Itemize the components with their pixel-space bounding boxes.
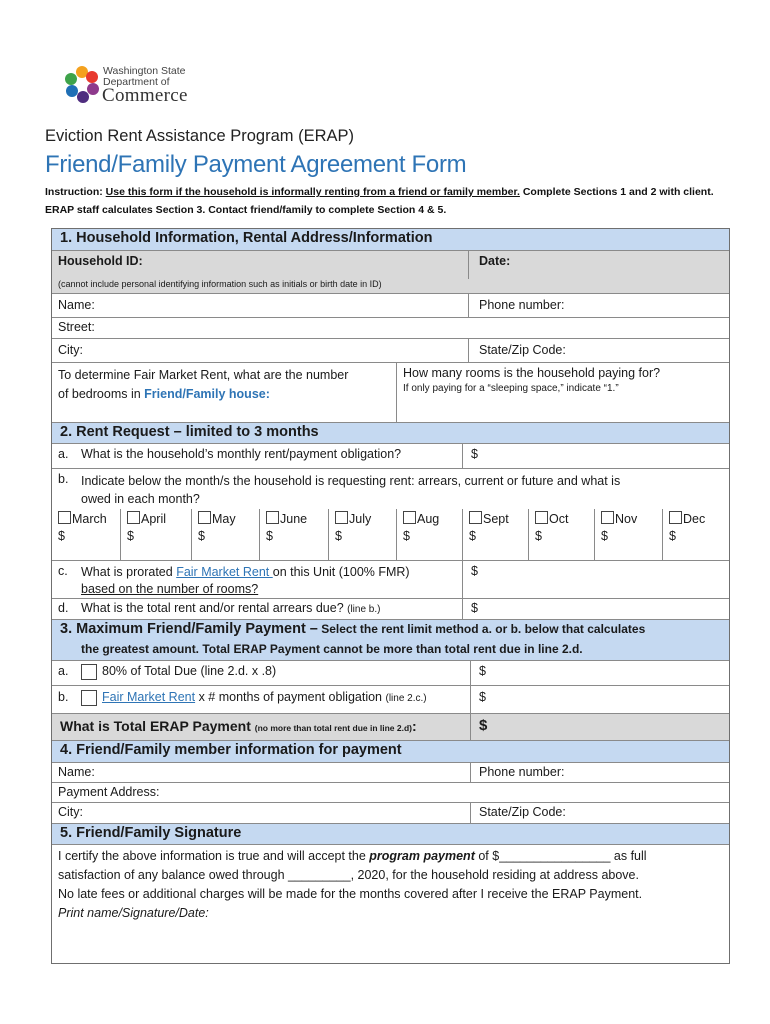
logo-text-line1: Washington State bbox=[103, 65, 186, 77]
payee-state-zip-label: State/Zip Code: bbox=[479, 805, 566, 819]
bedrooms-question-line1: To determine Fair Market Rent, what are the number bbox=[58, 368, 349, 382]
section4-title: 4. Friend/Family member information for payment bbox=[60, 742, 402, 758]
total-erap-label-cell bbox=[52, 714, 470, 740]
cert-line2: satisfaction of any balance owed through _________, 2020, for the household residing at address above. bbox=[58, 868, 639, 882]
month-sept[interactable] bbox=[462, 509, 528, 560]
rent-obligation-text: What is the household’s monthly rent/payment obligation? bbox=[81, 447, 402, 461]
checkbox-icon[interactable] bbox=[266, 511, 279, 524]
cert-line1: I certify the above information is true and will accept the bbox=[58, 849, 370, 863]
payee-state-zip-field[interactable] bbox=[470, 803, 729, 823]
month-label: Oct bbox=[549, 512, 569, 526]
line-b-letter: b. bbox=[58, 472, 69, 486]
month-label: Dec bbox=[683, 512, 706, 526]
month-label: March bbox=[72, 512, 107, 526]
option-a-letter: a. bbox=[58, 664, 69, 678]
month-march[interactable] bbox=[52, 509, 120, 560]
section5-header bbox=[52, 824, 729, 845]
payee-name-row bbox=[52, 763, 729, 783]
month-amount: $ bbox=[535, 529, 542, 543]
payee-address-field[interactable] bbox=[52, 783, 729, 802]
street-row bbox=[52, 318, 729, 339]
rooms-row bbox=[52, 363, 729, 423]
prorated-fmr-text bbox=[81, 564, 410, 598]
total-erap-row bbox=[52, 714, 729, 741]
checkbox-icon[interactable] bbox=[601, 511, 614, 524]
month-amount: $ bbox=[266, 529, 273, 543]
months-grid bbox=[52, 509, 729, 560]
form-table bbox=[51, 228, 730, 964]
household-id-note: (cannot include personal identifying information such as initials or birth date in ID) bbox=[58, 279, 382, 289]
rooms-question: How many rooms is the household paying for? bbox=[403, 366, 661, 380]
line-a-letter: a. bbox=[58, 447, 69, 461]
rent-obligation-amount[interactable] bbox=[462, 444, 729, 468]
street-label: Street: bbox=[58, 320, 95, 334]
program-name: Eviction Rent Assistance Program (ERAP) bbox=[45, 127, 355, 145]
checkbox-icon[interactable] bbox=[403, 511, 416, 524]
option-b-letter: b. bbox=[58, 690, 69, 704]
eighty-percent-row bbox=[52, 661, 729, 686]
total-erap-label: What is Total ERAP Payment bbox=[60, 718, 255, 734]
logo-text-line2: Department of bbox=[103, 76, 170, 88]
city-field[interactable] bbox=[52, 339, 468, 362]
prorated-fmr-question bbox=[52, 561, 462, 599]
month-label: April bbox=[141, 512, 167, 526]
checkbox-icon[interactable] bbox=[127, 511, 140, 524]
checkbox-icon[interactable] bbox=[469, 511, 482, 524]
payee-name-label: Name: bbox=[58, 765, 95, 779]
option-b-checkbox[interactable] bbox=[81, 690, 97, 706]
checkbox-icon[interactable] bbox=[335, 511, 348, 524]
logo-flower-icon bbox=[63, 63, 101, 105]
month-april[interactable] bbox=[120, 509, 191, 560]
fmr-months-amount[interactable] bbox=[470, 686, 729, 713]
month-label: Nov bbox=[615, 512, 638, 526]
month-amount: $ bbox=[198, 529, 205, 543]
commerce-logo bbox=[63, 63, 203, 107]
name-row bbox=[52, 294, 729, 318]
total-erap-amount[interactable] bbox=[470, 714, 729, 740]
street-field[interactable] bbox=[52, 318, 729, 338]
fair-market-rent-link[interactable]: Fair Market Rent bbox=[176, 565, 273, 579]
payee-city-field[interactable] bbox=[52, 803, 470, 823]
section1-title: 1. Household Information, Rental Address/Information bbox=[60, 230, 433, 246]
payee-address-label: Payment Address: bbox=[58, 785, 160, 799]
rent-obligation-question bbox=[52, 444, 462, 468]
month-dec[interactable] bbox=[662, 509, 729, 560]
month-amount: $ bbox=[669, 529, 676, 543]
section2-title: 2. Rent Request – limited to 3 months bbox=[60, 424, 319, 440]
state-zip-label: State/Zip Code: bbox=[479, 343, 566, 357]
phone-label: Phone number: bbox=[479, 298, 565, 312]
section4-header bbox=[52, 741, 729, 763]
instruction-rest: Complete Sections 1 and 2 with client. ERAP staff calculates Section 3. Contact friend/family to complete Section 4 & 5. bbox=[45, 186, 714, 216]
checkbox-icon[interactable] bbox=[81, 664, 97, 680]
month-label: May bbox=[212, 512, 236, 526]
line-d-letter: d. bbox=[58, 601, 69, 615]
months-question bbox=[81, 472, 620, 508]
signature-row bbox=[52, 845, 729, 963]
month-amount: $ bbox=[127, 529, 134, 543]
section5-title: 5. Friend/Family Signature bbox=[60, 825, 242, 841]
rooms-note: If only paying for a “sleeping space,” indicate “1.” bbox=[403, 383, 619, 394]
certification-text bbox=[58, 847, 723, 923]
dollar-sign: $ bbox=[479, 717, 488, 734]
month-label: July bbox=[349, 512, 372, 526]
section3-title-rest: Select the rent limit method a. or b. below that calculates bbox=[317, 622, 646, 636]
month-may[interactable] bbox=[191, 509, 259, 560]
option-a-text: 80% of Total Due (line 2.d. x .8) bbox=[102, 664, 277, 678]
section3-title-line2: the greatest amount. Total ERAP Payment cannot be more than total rent due in line 2.d. bbox=[81, 642, 583, 656]
line-c-letter: c. bbox=[58, 564, 68, 578]
month-amount: $ bbox=[469, 529, 476, 543]
program-payment-text: program payment bbox=[369, 849, 475, 863]
payee-phone-field[interactable] bbox=[470, 763, 729, 782]
cert-line1-post: of $________________ as full bbox=[474, 849, 647, 863]
checkbox-icon[interactable] bbox=[535, 511, 548, 524]
month-nov[interactable] bbox=[594, 509, 662, 560]
prorated-fmr-row bbox=[52, 561, 729, 620]
total-rent-note: (line b.) bbox=[347, 604, 381, 615]
months-question-line2: owed in each month? bbox=[81, 492, 200, 506]
city-row bbox=[52, 339, 729, 363]
phone-field[interactable] bbox=[468, 294, 729, 317]
months-question-line1: Indicate below the month/s the household is requesting rent: arrears, current or future and what is bbox=[81, 474, 621, 488]
month-june[interactable] bbox=[259, 509, 328, 560]
bedrooms-question-line2 bbox=[58, 385, 390, 404]
month-label: June bbox=[280, 512, 308, 526]
total-rent-amount[interactable] bbox=[462, 599, 729, 619]
total-erap-note: (no more than total rent due in line 2.d) bbox=[254, 723, 413, 733]
form-title: Friend/Family Payment Agreement Form bbox=[45, 151, 467, 178]
checkbox-icon[interactable] bbox=[81, 690, 97, 706]
state-zip-field[interactable] bbox=[468, 339, 729, 362]
household-id-field[interactable] bbox=[52, 251, 468, 293]
household-id-row bbox=[52, 251, 729, 294]
date-field[interactable] bbox=[468, 251, 729, 279]
rent-obligation-row bbox=[52, 444, 729, 469]
name-label: Name: bbox=[58, 298, 95, 312]
dollar-sign: $ bbox=[479, 664, 486, 678]
checkbox-icon[interactable] bbox=[198, 511, 211, 524]
payee-name-field[interactable] bbox=[52, 763, 470, 782]
friend-family-house-link: Friend/Family house: bbox=[144, 387, 270, 401]
month-label: Sept bbox=[483, 512, 509, 526]
city-label: City: bbox=[58, 343, 83, 357]
option-b-text bbox=[102, 690, 427, 704]
month-oct[interactable] bbox=[528, 509, 594, 560]
section2-header bbox=[52, 423, 729, 444]
option-b-label: x # months of payment obligation bbox=[195, 690, 386, 704]
total-rent-text bbox=[81, 601, 380, 615]
cert-line3: No late fees or additional charges will be made for the months covered after I receive the ERAP Payment. bbox=[58, 887, 643, 901]
prorated-text: What is prorated bbox=[81, 565, 177, 579]
total-rent-question bbox=[52, 599, 462, 619]
payee-city-row bbox=[52, 803, 729, 824]
eighty-percent-amount[interactable] bbox=[470, 661, 729, 685]
total-rent-label: What is the total rent and/or rental arrears due? bbox=[81, 601, 348, 615]
month-amount: $ bbox=[403, 529, 410, 543]
section3-title: 3. Maximum Friend/Family Payment – bbox=[60, 621, 318, 637]
fair-market-rent-link[interactable]: Fair Market Rent bbox=[102, 690, 196, 704]
total-erap-colon: : bbox=[412, 718, 417, 734]
month-aug[interactable] bbox=[396, 509, 462, 560]
month-july[interactable] bbox=[328, 509, 396, 560]
dollar-sign: $ bbox=[479, 690, 486, 704]
option-b-note: (line 2.c.) bbox=[385, 693, 427, 704]
months-row bbox=[52, 469, 729, 561]
instructions bbox=[45, 183, 735, 219]
checkbox-icon[interactable] bbox=[669, 511, 682, 524]
payee-address-row bbox=[52, 783, 729, 803]
prorated-text-post: on this Unit (100% FMR) bbox=[272, 565, 410, 579]
fmr-months-option bbox=[52, 686, 470, 713]
bedrooms-question-text: of bedrooms in bbox=[58, 387, 145, 401]
dollar-sign: $ bbox=[471, 601, 478, 615]
month-label: Aug bbox=[417, 512, 440, 526]
prorated-text-line2: based on the number of rooms? bbox=[81, 582, 259, 596]
section1-header bbox=[52, 229, 729, 251]
payee-phone-label: Phone number: bbox=[479, 765, 565, 779]
instruction-underlined: Use this form if the household is informally renting from a friend or family member. bbox=[105, 186, 520, 198]
checkbox-icon[interactable] bbox=[58, 511, 71, 524]
logo-text-line3: Commerce bbox=[102, 85, 188, 106]
eighty-percent-option bbox=[52, 661, 470, 685]
bedrooms-field[interactable] bbox=[52, 363, 396, 422]
section3-title-line1 bbox=[60, 621, 645, 637]
section3-header bbox=[52, 620, 729, 661]
household-id-label: Household ID: bbox=[58, 254, 143, 268]
rooms-field[interactable] bbox=[396, 363, 729, 422]
dollar-sign: $ bbox=[471, 447, 478, 461]
month-amount: $ bbox=[58, 529, 65, 543]
signature-field[interactable]: Print name/Signature/Date: bbox=[58, 906, 209, 920]
prorated-fmr-amount[interactable] bbox=[462, 561, 729, 599]
date-label: Date: bbox=[479, 254, 511, 268]
dollar-sign: $ bbox=[471, 564, 478, 578]
option-a-checkbox[interactable] bbox=[81, 664, 97, 680]
payee-city-label: City: bbox=[58, 805, 83, 819]
name-field[interactable] bbox=[52, 294, 468, 317]
instruction-label: Instruction: bbox=[45, 186, 106, 198]
month-amount: $ bbox=[335, 529, 342, 543]
fmr-months-row bbox=[52, 686, 729, 714]
month-amount: $ bbox=[601, 529, 608, 543]
